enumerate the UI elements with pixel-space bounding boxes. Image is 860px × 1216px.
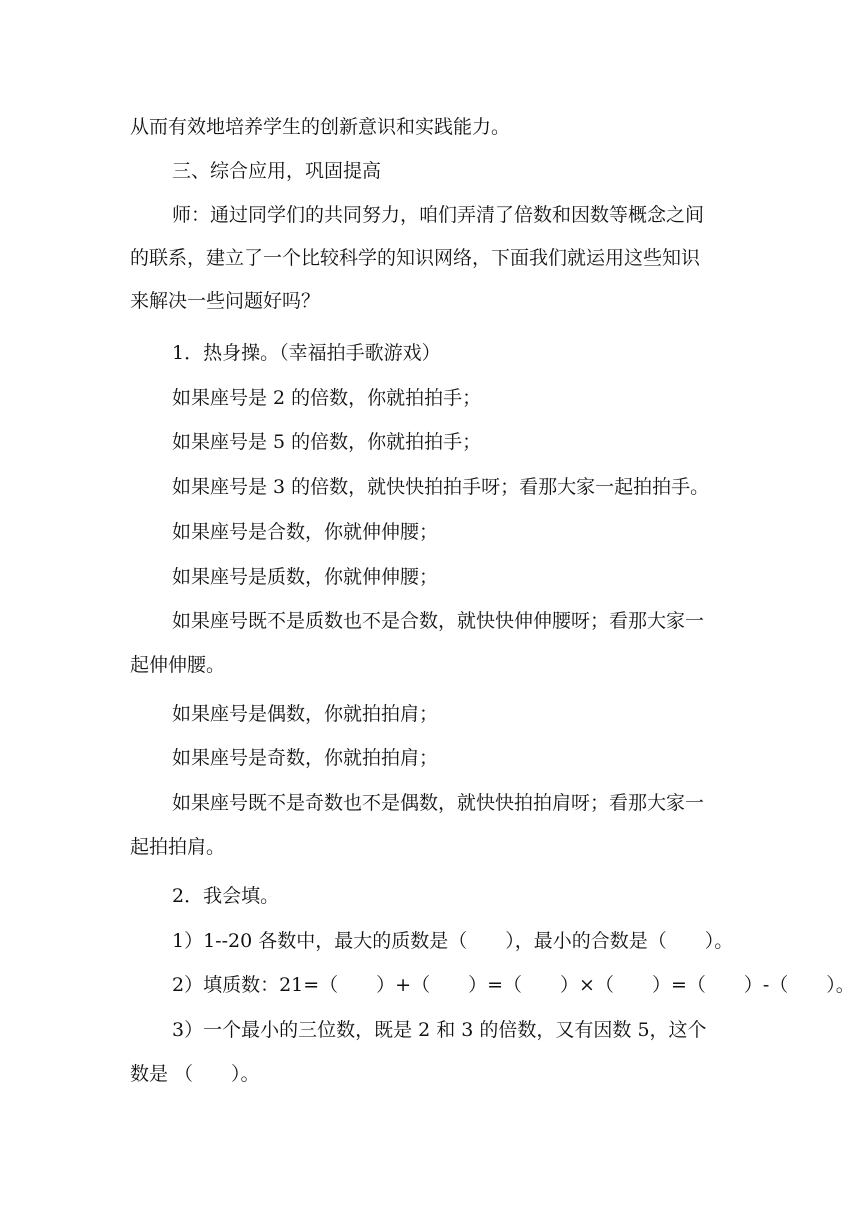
paragraph-line: 如果座号是 5 的倍数，你就拍拍手； <box>172 431 482 453</box>
paragraph-line: 如果座号是质数，你就伸伸腰； <box>172 566 439 588</box>
subsection-heading: 1．热身操。（幸福拍手歌游戏） <box>172 342 441 364</box>
paragraph-line: 的联系，建立了一个比较科学的知识网络，下面我们就运用这些知识 <box>130 247 701 269</box>
subsection-heading: 2．我会填。 <box>172 885 280 907</box>
question-line: 1）1--20 各数中，最大的质数是（ ），最小的合数是（ ）。 <box>172 930 734 952</box>
paragraph-line: 师：通过同学们的共同努力，咱们弄清了倍数和因数等概念之间 <box>172 204 705 226</box>
paragraph-line: 如果座号是偶数，你就拍拍肩； <box>172 703 439 725</box>
paragraph-line: 如果座号是 3 的倍数，就快快拍拍手呀；看那大家一起拍拍手。 <box>172 476 710 498</box>
paragraph-line: 来解决一些问题好吗？ <box>130 290 321 312</box>
paragraph-line: 如果座号既不是奇数也不是偶数，就快快拍拍肩呀；看那大家一 <box>172 792 705 814</box>
paragraph-line: 如果座号是 2 的倍数，你就拍拍手； <box>172 387 482 409</box>
question-line: 3）一个最小的三位数，既是 2 和 3 的倍数，又有因数 5，这个 <box>172 1019 707 1041</box>
paragraph-line: 起拍拍肩。 <box>130 836 226 858</box>
question-line: 数是 （ ）。 <box>130 1063 260 1085</box>
question-line: 2）填质数：21=（ ）+（ ）=（ ）×（ ）=（ ）-（ ）。 <box>172 974 855 996</box>
section-heading: 三、综合应用，巩固提高 <box>172 160 382 182</box>
paragraph-line: 起伸伸腰。 <box>130 654 226 676</box>
paragraph-line: 如果座号是合数，你就伸伸腰； <box>172 521 439 543</box>
paragraph-line: 如果座号是奇数，你就拍拍肩； <box>172 747 439 769</box>
paragraph-line: 如果座号既不是质数也不是合数，就快快伸伸腰呀；看那大家一 <box>172 610 705 632</box>
paragraph-line: 从而有效地培养学生的创新意识和实践能力。 <box>130 116 511 138</box>
